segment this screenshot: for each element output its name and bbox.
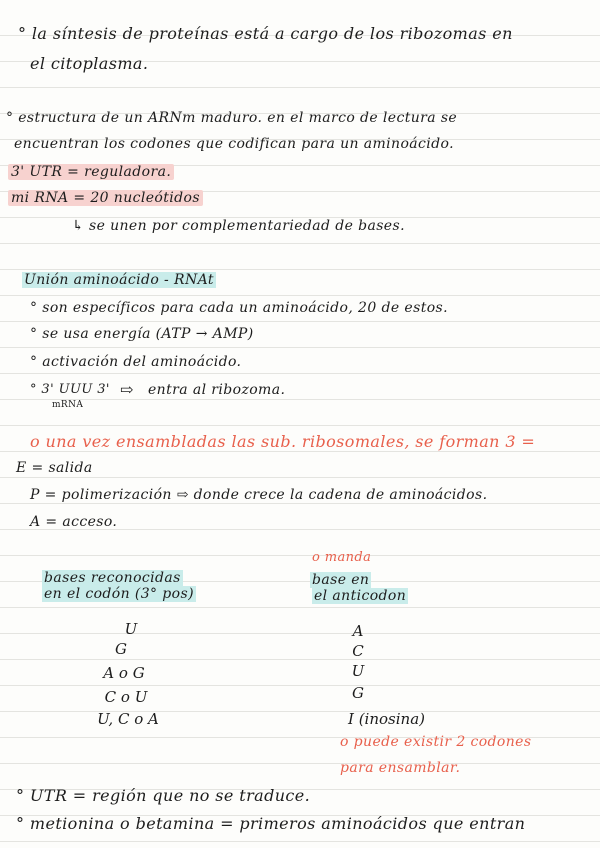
text-line-12: ° 3' UUU 3' <box>30 382 110 397</box>
sub-text: se unen por complementariedad de bases. <box>88 218 405 234</box>
mirna-line <box>8 190 203 206</box>
left-col-header-2 <box>42 586 196 602</box>
text-line-e: E = salida <box>16 460 93 476</box>
red-note-2: para ensamblar. <box>340 760 461 776</box>
utr-highlight: 3' UTR = reguladora. <box>8 164 174 180</box>
left-col-header-1-text: bases reconocidas <box>44 570 181 586</box>
text-line-13: entra al ribozoma. <box>148 382 286 398</box>
mrna-label: mRNA <box>52 400 84 410</box>
right-col-header-1-text: base en <box>312 572 370 588</box>
text-line-met: ° metionina o betamina = primeros aminoácidos que entran <box>16 814 526 833</box>
right-col-header-2 <box>312 588 408 604</box>
text-line-7 <box>72 218 405 234</box>
p-label: P = polimerización <box>30 487 172 503</box>
right-col-header-2-text: el anticodon <box>314 588 407 604</box>
manda-note: o manda <box>312 550 372 565</box>
text-line-11: ° activación del aminoácido. <box>30 354 242 370</box>
double-arrow-icon: ⇨ <box>120 380 134 399</box>
table-right-4: G <box>352 684 364 702</box>
text-line-utr: ° UTR = región que no se traduce. <box>16 786 311 805</box>
text-line-p <box>30 487 487 503</box>
p-desc: donde crece la cadena de aminoácidos. <box>193 487 488 503</box>
left-col-header-1 <box>42 570 183 586</box>
section-heading <box>22 272 216 288</box>
right-col-header-1 <box>310 572 371 588</box>
table-left-4: C o U <box>104 688 148 706</box>
red-note-1: o puede existir 2 codones <box>340 734 532 750</box>
text-line-1: ° la síntesis de proteínas está a cargo de los ribozomas en <box>18 24 513 43</box>
table-left-3: A o G <box>103 664 145 682</box>
text-line-3: ° estructura de un ARNm maduro. en el marco de lectura se <box>6 110 458 126</box>
right-arrow-icon: ⇨ <box>176 487 194 503</box>
table-left-2: G <box>115 640 127 658</box>
heading-highlight: Unión aminoácido - RNAt <box>24 272 214 288</box>
table-left-5: U, C o A <box>97 710 159 728</box>
mirna-highlight: mi RNA = 20 nucleótidos <box>8 190 203 206</box>
text-line-2: el citoplasma. <box>30 54 149 73</box>
text-line-10: ° se usa energía (ATP → AMP) <box>30 326 254 342</box>
utr-line <box>8 164 174 180</box>
table-right-2: C <box>352 642 364 660</box>
text-line-9: ° son específicos para cada un aminoácido, 20 de estos. <box>30 300 448 316</box>
table-right-5: I (inosina) <box>348 710 425 728</box>
text-line-a: A = acceso. <box>30 514 118 530</box>
red-heading: o una vez ensambladas las sub. ribosomales, se forman 3 = <box>30 432 536 451</box>
table-right-3: U <box>351 662 365 680</box>
left-col-header-2-text: en el codón (3° pos) <box>44 586 194 602</box>
table-left-1: U <box>124 620 138 638</box>
sub-arrow-icon: ↳ <box>72 218 89 234</box>
text-line-4: encuentran los codones que codifican para un aminoácido. <box>14 136 454 152</box>
table-right-1: A <box>352 622 364 640</box>
